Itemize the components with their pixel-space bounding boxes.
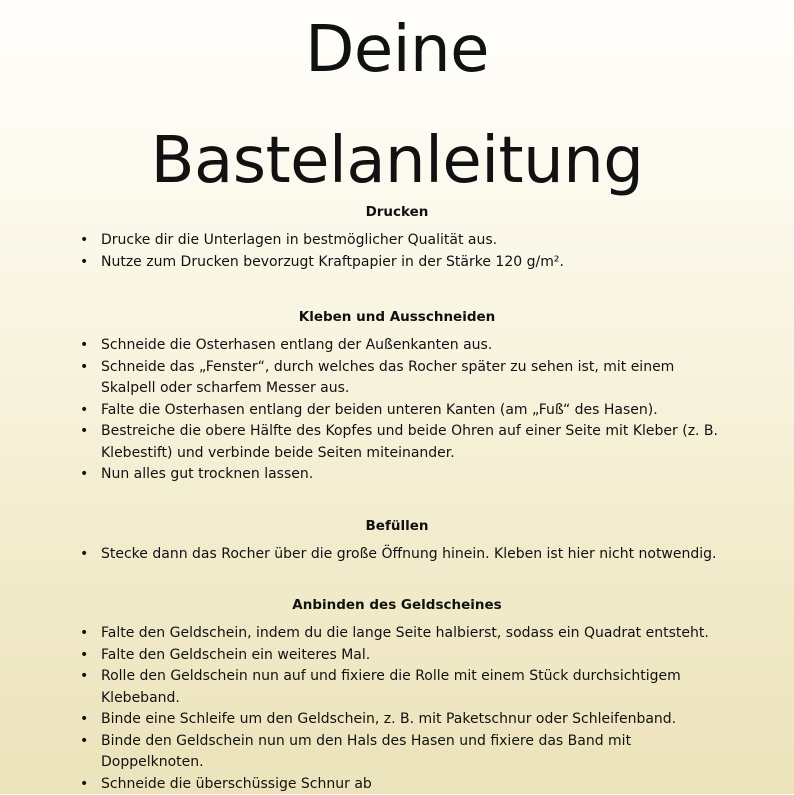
list-item — [0, 666, 794, 709]
list-item-text: Falte die Osterhasen entlang der beiden unteren Kanten (am „Fuß“ des Hasen). — [101, 402, 658, 418]
section-befuellen — [0, 515, 794, 566]
instruction-list — [0, 335, 794, 486]
instruction-list — [0, 230, 794, 273]
section-heading: Drucken — [0, 201, 794, 223]
list-item — [0, 623, 794, 645]
bullet-icon: • — [80, 666, 88, 688]
instructions-content — [0, 201, 794, 795]
section-heading: Kleben und Ausschneiden — [0, 306, 794, 328]
list-item — [0, 357, 794, 400]
bullet-icon: • — [80, 623, 88, 645]
list-item — [0, 230, 794, 252]
list-item — [0, 731, 794, 774]
bullet-icon: • — [80, 464, 88, 486]
list-item — [0, 645, 794, 667]
list-item — [0, 400, 794, 422]
list-item-text: Falte den Geldschein ein weiteres Mal. — [101, 647, 370, 663]
list-item-text: Binde den Geldschein nun um den Hals des Hasen und fixiere das Band mit Doppelknoten. — [101, 733, 631, 771]
title-block — [0, 0, 794, 217]
list-item — [0, 335, 794, 357]
page-title-line-2: Bastelanleitung — [0, 105, 794, 217]
bullet-icon: • — [80, 421, 88, 443]
bullet-icon: • — [80, 774, 88, 795]
bullet-icon: • — [80, 335, 88, 357]
list-item-text: Nun alles gut trocknen lassen. — [101, 466, 313, 482]
bullet-icon: • — [80, 357, 88, 379]
section-drucken — [0, 201, 794, 273]
list-item-text: Drucke dir die Unterlagen in bestmöglicher Qualität aus. — [101, 232, 497, 248]
list-item — [0, 544, 794, 566]
list-item — [0, 774, 794, 795]
list-item-text: Stecke dann das Rocher über die große Öffnung hinein. Kleben ist hier nicht notwendig. — [101, 546, 716, 562]
list-item-text: Falte den Geldschein, indem du die lange Seite halbierst, sodass ein Quadrat entsteht. — [101, 625, 709, 641]
section-heading: Anbinden des Geldscheines — [0, 594, 794, 616]
list-item-text: Schneide die Osterhasen entlang der Außenkanten aus. — [101, 337, 492, 353]
section-kleben-und-ausschneiden — [0, 306, 794, 486]
list-item-text: Schneide das „Fenster“, durch welches das Rocher später zu sehen ist, mit einem Skalpell oder scharfem Messer aus. — [101, 359, 674, 397]
bullet-icon: • — [80, 230, 88, 252]
list-item — [0, 252, 794, 274]
instruction-list — [0, 623, 794, 795]
list-item-text: Nutze zum Drucken bevorzugt Kraftpapier in der Stärke 120 g/m². — [101, 254, 564, 270]
list-item — [0, 421, 794, 464]
list-item-text: Schneide die überschüssige Schnur ab — [101, 776, 372, 792]
section-anbinden-des-geldscheines — [0, 594, 794, 795]
section-heading: Befüllen — [0, 515, 794, 537]
bullet-icon: • — [80, 544, 88, 566]
list-item-text: Binde eine Schleife um den Geldschein, z. B. mit Paketschnur oder Schleifenband. — [101, 711, 676, 727]
instruction-list — [0, 544, 794, 566]
list-item-text: Rolle den Geldschein nun auf und fixiere die Rolle mit einem Stück durchsichtigem Klebeband. — [101, 668, 681, 706]
bullet-icon: • — [80, 731, 88, 753]
list-item — [0, 709, 794, 731]
bullet-icon: • — [80, 400, 88, 422]
list-item-text: Bestreiche die obere Hälfte des Kopfes und beide Ohren auf einer Seite mit Kleber (z. B. Klebestift) und verbinde beide Seiten miteinander. — [101, 423, 718, 461]
list-item — [0, 464, 794, 486]
page-title-line-1: Deine — [0, 0, 794, 106]
bullet-icon: • — [80, 645, 88, 667]
bullet-icon: • — [80, 709, 88, 731]
bullet-icon: • — [80, 252, 88, 274]
